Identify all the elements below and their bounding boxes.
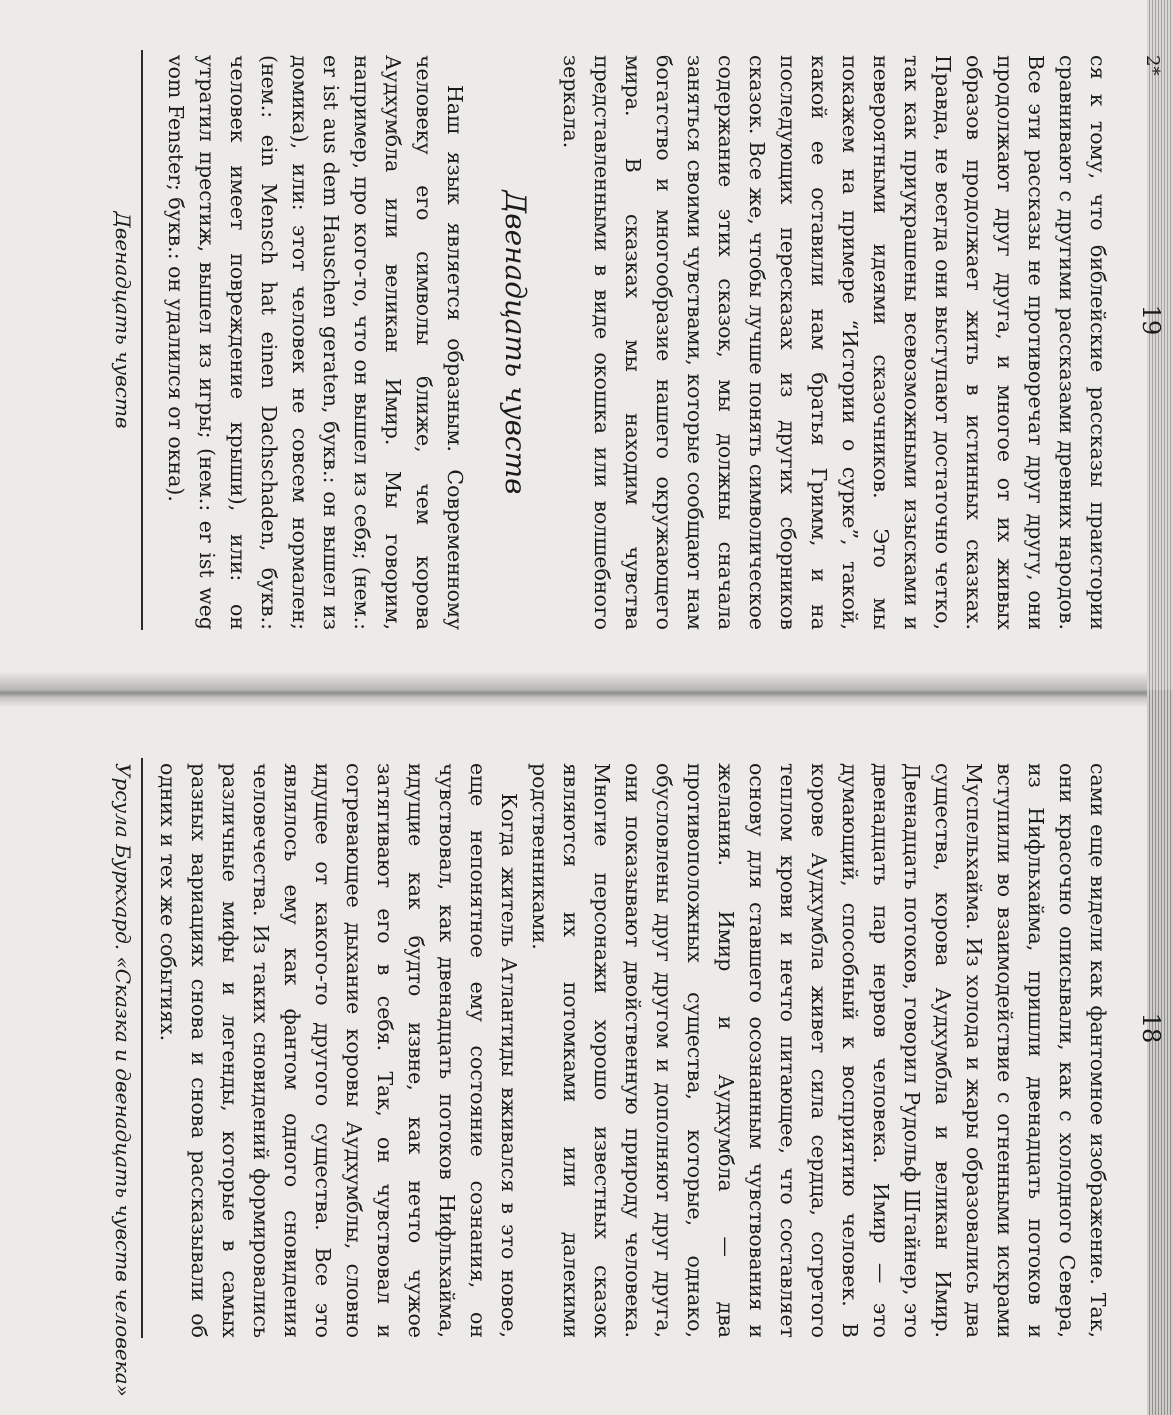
paragraph: сами еще видели как фантомное изображение. Так, они красочно описывали, как с холодного Севера, из Нифльхайма, пришли двенадцать потоков и вступили во взаимодействие с огненными искрами Муспельхайма. Из холода и жары образовались два существа, корова Аудхумбла и великан Имир. Двенадцать потоков, говорил Рудольф Штайнер, это двенадцать пар нервов человека. Имир — это думающий, способный к восприятию человек. В корове Аудхумбла живет сила сердца, согретого теплом крови и нечто питающее, что составляет основу для ставшего осознанным чувствования и желания. Имир и Аудхумбла — два противоположных существа, которые, однако, обусловлены друг другом и дополняют друг друга, они показывают двойственную природу человека. Многие персонажи хорошо известных сказок являются их потомками или далекими родственниками.: [528, 763, 1110, 1338]
header-rule-right: [141, 50, 143, 630]
running-head-right: Двенадцать чувств: [111, 211, 135, 429]
page-18-text: [153, 763, 1113, 1338]
paragraph: Наш язык является образным. Современному человеку его символы ближе, чем корова Аудхумбла или великан Имир. Мы говорим, например, про кого-то, что он вышел из себя; (нем.: er ist aus dem Hauschen geraten, букв.: он вышел из домика), или: этот человек не совсем нормален; (нем.: ein Mensch hat einen Dachschaden, букв.: человек имеет повреждение крыши), или: он утратил престиж, вышел из игры; (нем.: er ist weg vom Fenster; букв.: он удалился от окна).: [164, 55, 467, 630]
paragraph: Когда житель Атлантиды вживался в это новое, еще непонятное ему состояние сознания, он чувствовал, как двенадцать потоков Нифльхайма, идущие как будто извне, как нечто чужое затягивают его в себя. Так, он чувствовал и согревающее дыхание коровы Аудхумблы, словно идущее от какого-то другого существа. Все это являлось ему как фантом одного сновидения человечества. Из таких сновидений формировались различные мифы и легенды, которые в самых разных вариациях снова и снова рассказывали об одних и тех же событиях.: [156, 763, 521, 1338]
chapter-title: Двенадцать чувств: [499, 190, 532, 495]
running-head-left: Урсула Буркхард. «Сказка и двенадцать чувств человека»: [111, 763, 135, 1397]
page-number-19: 19: [1137, 304, 1165, 336]
page-number-18: 18: [1137, 1012, 1165, 1044]
page-19: [0, 0, 1173, 690]
page-18: [0, 708, 1173, 1398]
paragraph: ся к тому, что библейские рассказы праистории сравнивают с другими рассказами древних народов. Все эти рассказы не противоречат друг другу, они продолжают друг друга, и многое от их живых образов продолжает жить в истинных сказках. Правда, не всегда они выступают достаточно четко, так как приукрашены всевозможными изысками и невероятными идеями сказочников. Это мы покажем на примере “Истории о сурке”, такой, какой ее оставили нам братья Гримм, и на последующих пересказах из других сборников сказок. Все же, чтобы лучше понять символическое содержание этих сказок, мы должны сначала заняться своими чувствами, которые сообщают нам богатство и многообразие нашего окружающего мира. В сказках мы находим чувства представленными в виде окошка или волшебного зеркала.: [559, 55, 1110, 630]
printer-signature: 2*: [1142, 55, 1163, 76]
page-19-text: [153, 55, 1113, 630]
header-rule-left: [141, 758, 143, 1338]
